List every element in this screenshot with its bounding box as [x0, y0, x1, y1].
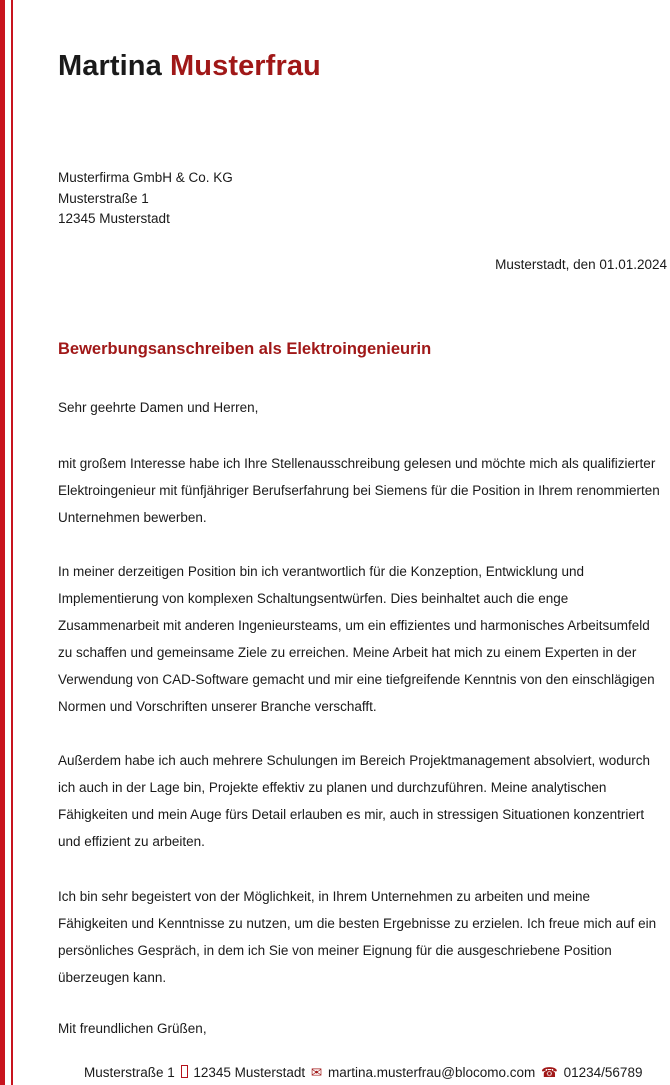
phone-icon: ☎ [541, 1065, 558, 1080]
closing: Mit freundlichen Grüßen, [58, 1021, 207, 1036]
recipient-address [58, 168, 458, 230]
date-line: Musterstadt, den 01.01.2024 [495, 257, 667, 272]
left-decor-bar-thick [0, 0, 5, 1085]
footer-phone[interactable]: 01234/56789 [563, 1065, 643, 1080]
body-paragraph-1: mit großem Interesse habe ich Ihre Stellenausschreibung gelesen und möchte mich als qualifizierter Elektroingenieur mit fünfjähriger Berufserfahrung bei Siemens für die Position in Ihrem renommierten Unternehmen bewerben. [58, 456, 660, 525]
recipient-city: 12345 Musterstadt [58, 211, 170, 226]
subject-line: Bewerbungsanschreiben als Elektroingenieurin [58, 340, 432, 358]
footer-street: Musterstraße 1 [84, 1065, 175, 1080]
footer-contact [84, 1065, 642, 1081]
location-icon [181, 1065, 188, 1080]
footer-city: 12345 Musterstadt [193, 1065, 306, 1080]
body-paragraph-2: In meiner derzeitigen Position bin ich verantwortlich für die Konzeption, Entwicklung und Implementierung von komplexen Schaltungsentwürfen. Dies beinhaltet auch die enge Zusammenarbeit mit anderen Ingenieursteams, um ein effizientes und harmonisches Arbeitsumfeld zu schaffen und gemeinsame Ziele zu erreichen. Meine Arbeit hat mich zu einem Experten in der Verwendung von CAD-Software gemacht und mir eine tiefgreifende Kenntnis von den einschlägigen Normen und Vorschriften unserer Branche verschafft. [58, 564, 655, 714]
body-paragraph-3: Außerdem habe ich auch mehrere Schulungen im Bereich Projektmanagement absolviert, wodurch ich auch in der Lage bin, Projekte effektiv zu planen und durchzuführen. Meine analytischen Fähigkeiten und mein Auge fürs Detail erlauben es mir, auch in stressigen Situationen konzentriert und effizient zu arbeiten. [58, 753, 651, 849]
last-name: Musterfrau [170, 50, 321, 82]
first-name: Martina [58, 50, 162, 82]
body-paragraph-4: Ich bin sehr begeistert von der Möglichkeit, in Ihrem Unternehmen zu arbeiten und meine Fähigkeiten und Kenntnisse zu nutzen, um die besten Ergebnisse zu erzielen. Ich freue mich auf ein persönliches Gespräch, in dem ich Sie von meiner Eignung für die ausgeschriebene Position überzeugen kann. [58, 889, 657, 985]
sender-name [58, 50, 321, 83]
mail-icon: ✉ [310, 1065, 323, 1080]
recipient-company: Musterfirma GmbH & Co. KG [58, 170, 233, 185]
footer-email[interactable]: martina.musterfrau@blocomo.com [327, 1065, 536, 1080]
left-decor-bar-thin [11, 0, 13, 1085]
salutation: Sehr geehrte Damen und Herren, [58, 400, 259, 415]
recipient-street: Musterstraße 1 [58, 190, 149, 206]
